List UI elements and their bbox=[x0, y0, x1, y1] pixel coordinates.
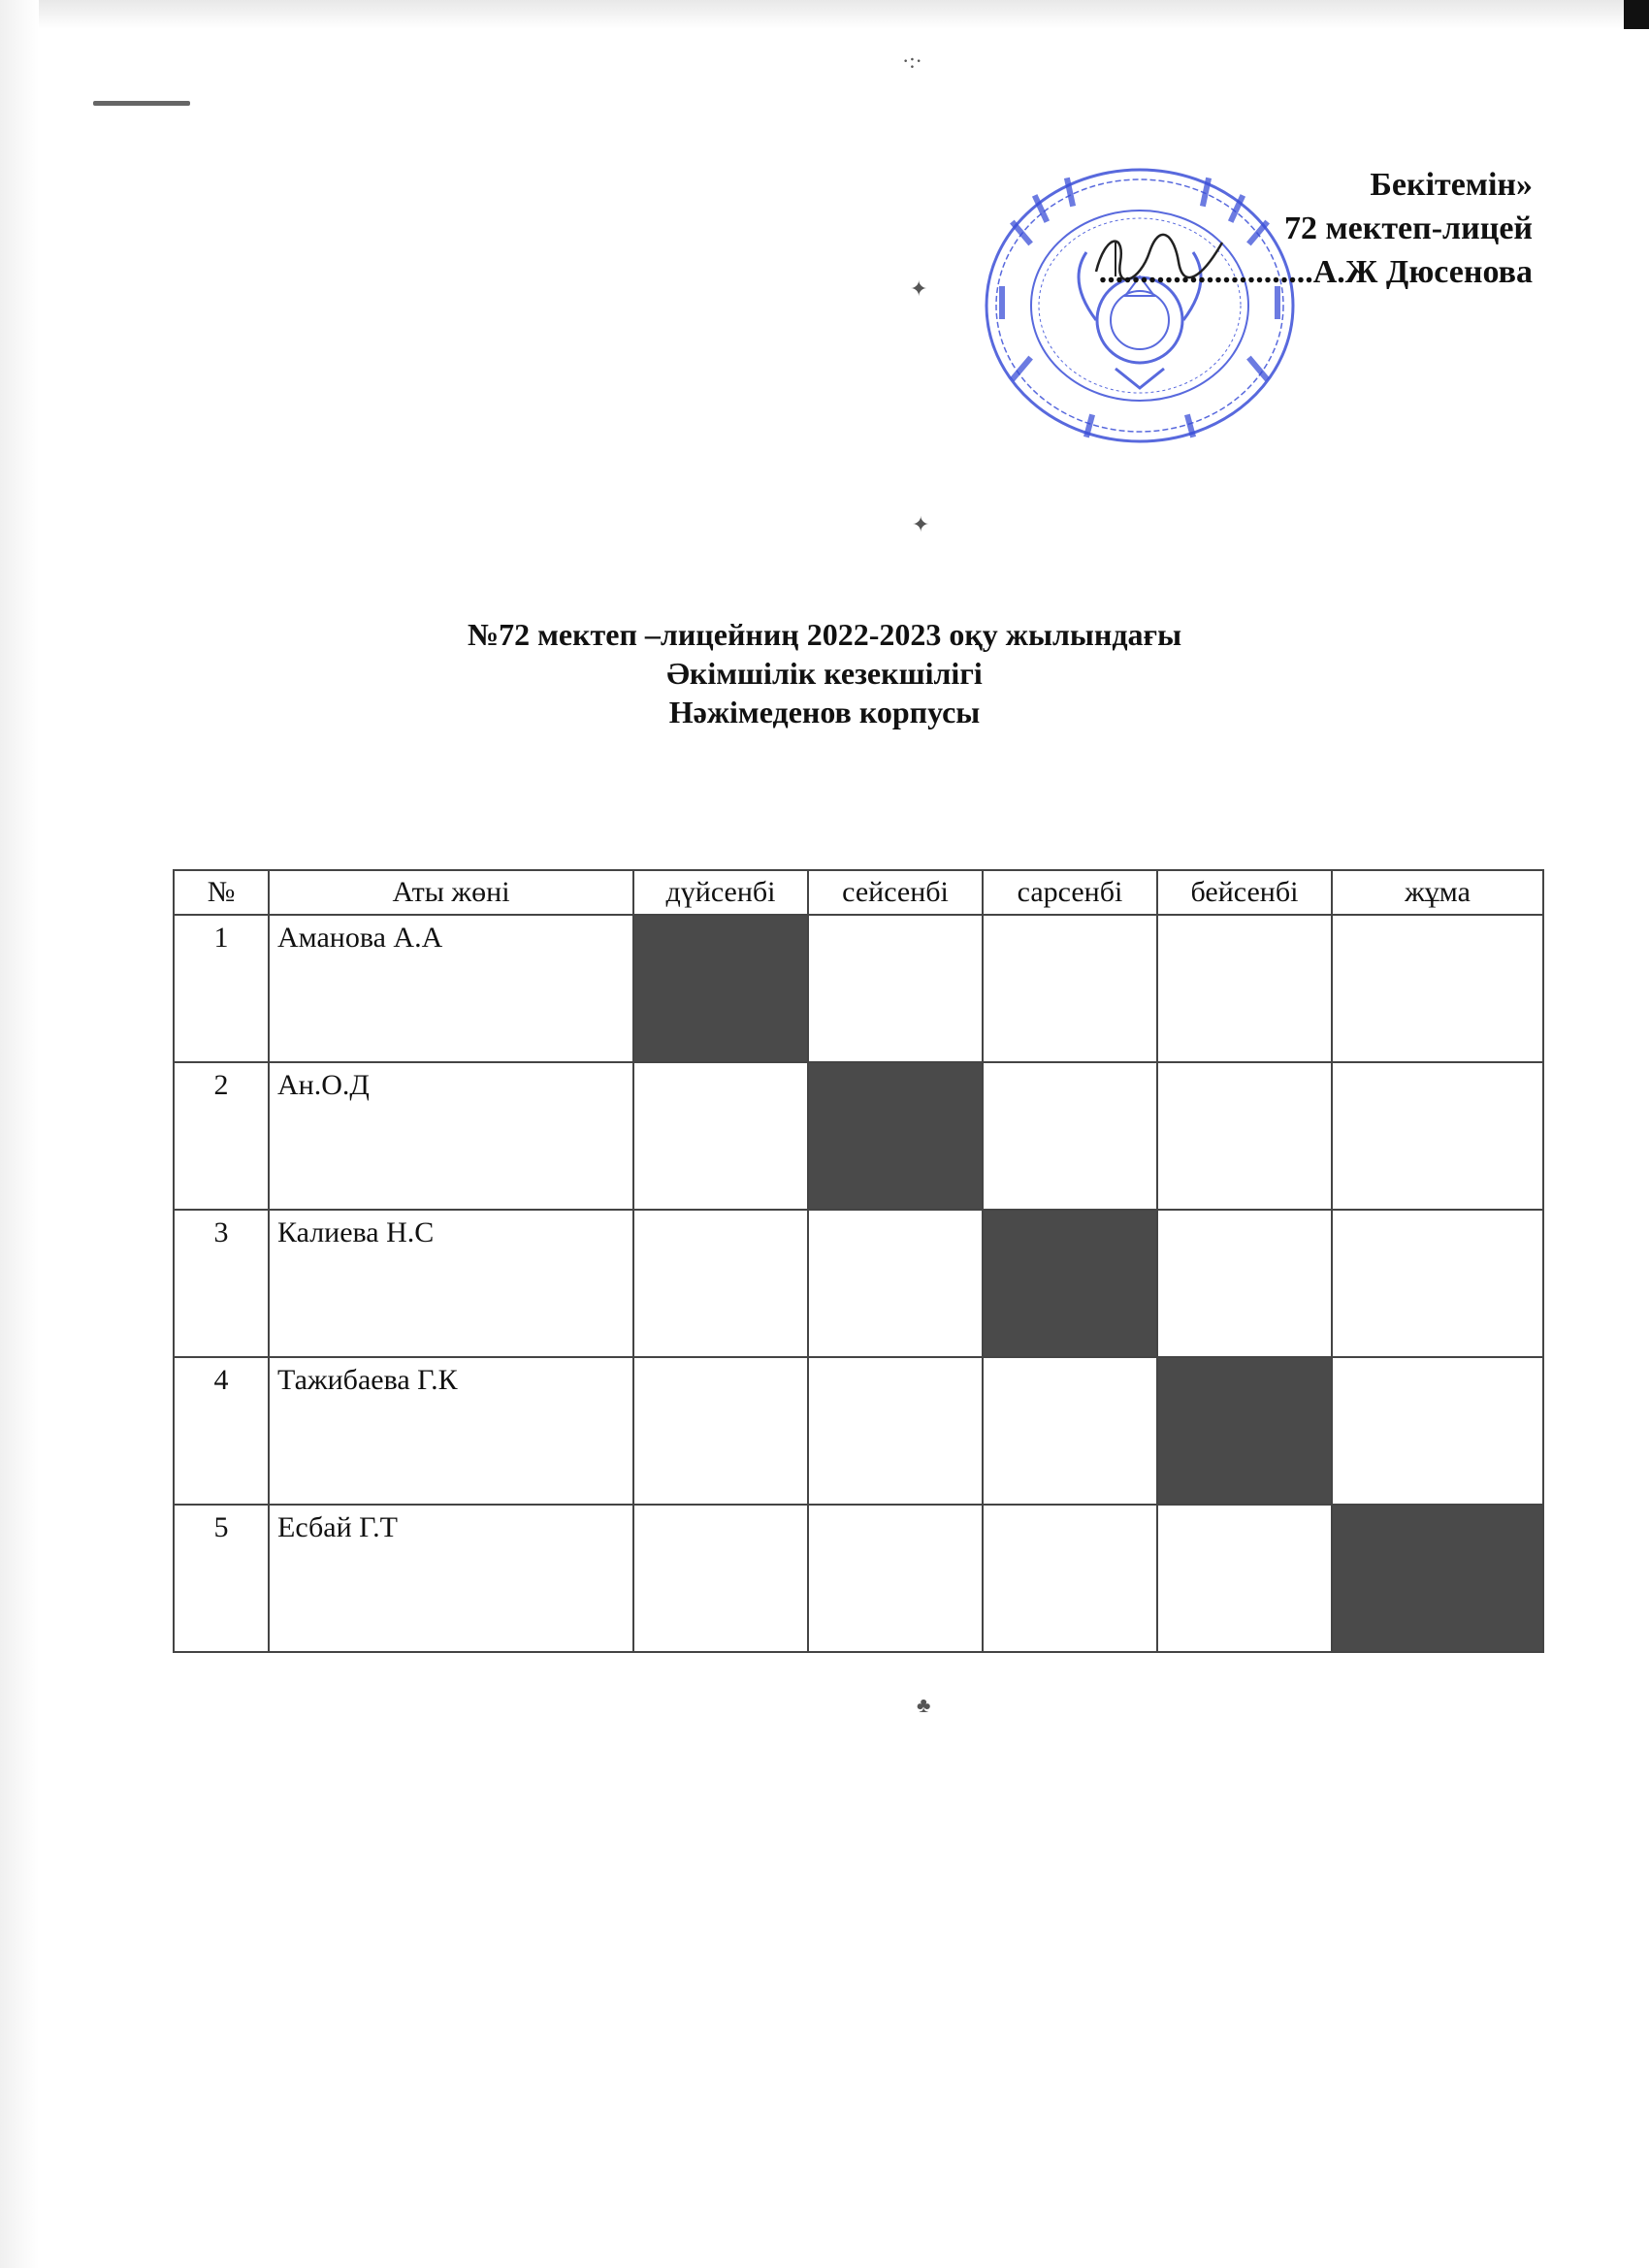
row-name: Калиева Н.С bbox=[269, 1210, 633, 1357]
signature-dots: .......................... bbox=[1098, 254, 1313, 290]
approval-title: Бекітемін» bbox=[1370, 167, 1533, 203]
page-top-shadow bbox=[0, 0, 1649, 29]
duty-schedule-table bbox=[173, 869, 1544, 1653]
header-monday: дүйсенбі bbox=[633, 870, 808, 915]
row-name: Ан.О.Д bbox=[269, 1062, 633, 1210]
row-name: Аманова А.А bbox=[269, 915, 633, 1062]
scan-mark bbox=[93, 101, 190, 106]
row-number: 5 bbox=[174, 1505, 269, 1652]
approval-director-name: А.Ж Дюсенова bbox=[1312, 254, 1533, 290]
duty-cell-empty bbox=[633, 1062, 808, 1210]
table-row bbox=[174, 1357, 1543, 1505]
title-line-3: Нәжімеденов корпусы bbox=[668, 695, 981, 729]
scan-speck: ·:· bbox=[902, 49, 922, 73]
row-name: Есбай Г.Т bbox=[269, 1505, 633, 1652]
duty-cell-empty bbox=[983, 1062, 1157, 1210]
duty-cell-empty bbox=[808, 915, 983, 1062]
duty-cell-empty bbox=[1157, 1210, 1332, 1357]
title-line-2: Әкімшілік кезекшілігі bbox=[666, 656, 983, 691]
header-wednesday: сарсенбі bbox=[983, 870, 1157, 915]
duty-cell-empty bbox=[1157, 1505, 1332, 1652]
duty-cell-filled bbox=[808, 1062, 983, 1210]
duty-cell-empty bbox=[1157, 915, 1332, 1062]
header-number: № bbox=[174, 870, 269, 915]
duty-cell-empty bbox=[808, 1505, 983, 1652]
duty-cell-filled bbox=[983, 1210, 1157, 1357]
duty-cell-empty bbox=[633, 1505, 808, 1652]
row-number: 1 bbox=[174, 915, 269, 1062]
table-row bbox=[174, 915, 1543, 1062]
table-row bbox=[174, 1062, 1543, 1210]
duty-cell-empty bbox=[983, 1357, 1157, 1505]
duty-cell-empty bbox=[633, 1210, 808, 1357]
scan-speck: ✦ bbox=[910, 276, 928, 301]
header-thursday: бейсенбі bbox=[1157, 870, 1332, 915]
page-left-shadow bbox=[0, 0, 39, 2268]
duty-cell-filled bbox=[633, 915, 808, 1062]
approval-block bbox=[1099, 163, 1533, 294]
duty-cell-empty bbox=[808, 1210, 983, 1357]
row-number: 2 bbox=[174, 1062, 269, 1210]
duty-cell-filled bbox=[1332, 1505, 1543, 1652]
table-row bbox=[174, 1505, 1543, 1652]
scan-speck: ♣ bbox=[917, 1693, 931, 1717]
row-number: 3 bbox=[174, 1210, 269, 1357]
header-tuesday: сейсенбі bbox=[808, 870, 983, 915]
approval-school: 72 мектеп-лицей bbox=[1284, 211, 1533, 246]
duty-cell-empty bbox=[983, 1505, 1157, 1652]
row-number: 4 bbox=[174, 1357, 269, 1505]
page-edge bbox=[1624, 0, 1649, 29]
duty-cell-empty bbox=[808, 1357, 983, 1505]
table-row bbox=[174, 1210, 1543, 1357]
duty-cell-empty bbox=[633, 1357, 808, 1505]
duty-cell-empty bbox=[983, 915, 1157, 1062]
duty-cell-empty bbox=[1332, 1210, 1543, 1357]
duty-cell-empty bbox=[1332, 1357, 1543, 1505]
row-name: Тажибаева Г.К bbox=[269, 1357, 633, 1505]
approval-signature-line bbox=[1099, 250, 1533, 294]
header-name: Аты жөні bbox=[269, 870, 633, 915]
document-title bbox=[0, 615, 1649, 731]
header-friday: жұма bbox=[1332, 870, 1543, 915]
duty-cell-empty bbox=[1332, 1062, 1543, 1210]
duty-cell-filled bbox=[1157, 1357, 1332, 1505]
duty-cell-empty bbox=[1157, 1062, 1332, 1210]
duty-cell-empty bbox=[1332, 915, 1543, 1062]
title-line-1: №72 мектеп –лицейниң 2022-2023 оқу жылындағы bbox=[467, 617, 1182, 652]
table-header-row bbox=[174, 870, 1543, 915]
scan-speck: ✦ bbox=[912, 512, 930, 536]
